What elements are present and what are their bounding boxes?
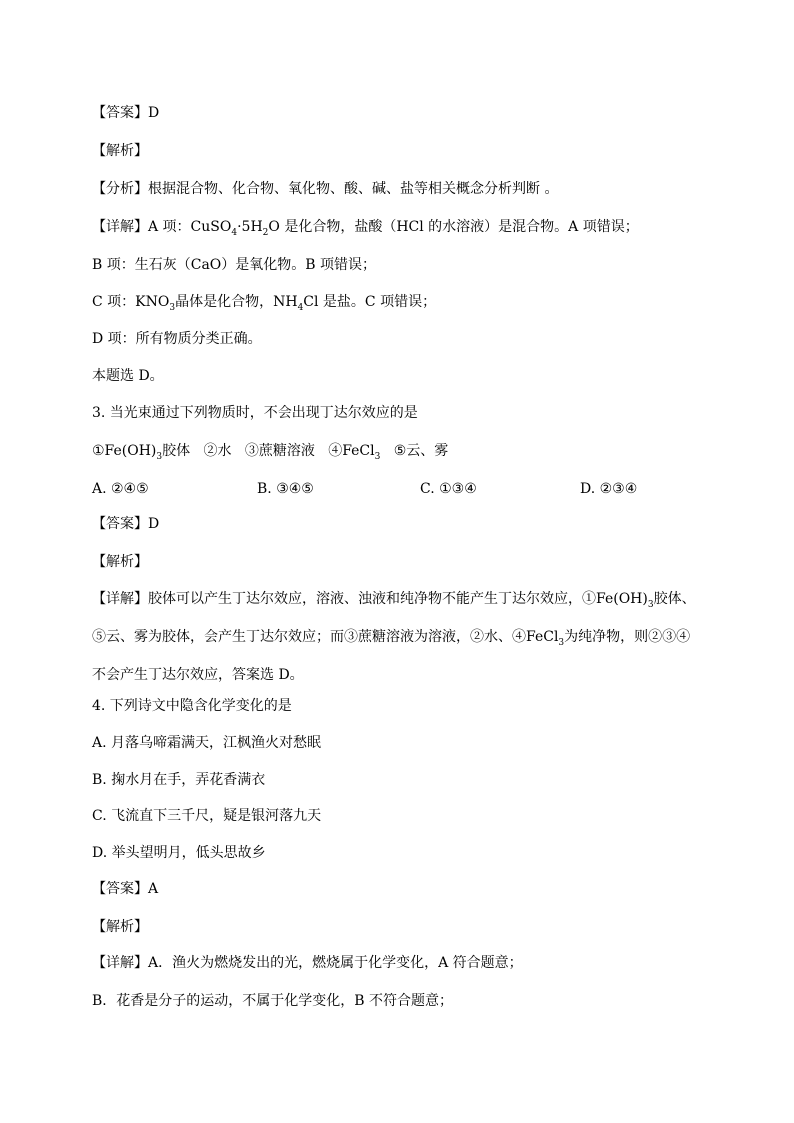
q4-answer: 【答案】A [92, 881, 159, 897]
q3-analysis-header: 【解析】 [92, 554, 148, 570]
q3-option-c: C. ①③④ [420, 481, 477, 497]
q2-detail-a: 【详解】A 项：$CuSO_4\cdot 5H_2O$ 是化合物，盐酸（HCl 的水溶液）是混合物。A 项错误； [92, 219, 639, 238]
q2-detail-c: C 项：$KNO_3$晶体是化合物，$NH_4Cl$ 是盐。C 项错误； [92, 294, 437, 313]
q2-detail-d: D 项：所有物质分类正确。 [92, 331, 262, 347]
q4-detail-b: B．花香是分子的运动，不属于化学变化，B 不符合题意； [92, 993, 454, 1009]
q3-detail: 【详解】胶体可以产生丁达尔效应，溶液、浊液和纯净物不能产生丁达尔效应，$①Fe(OH)_3$胶体、⑤云、雾为胶体，会产生丁达尔效应；而③蔗糖溶液为溶液，②水、④FeCl$_3$为纯净物，则②③④不会产生丁达尔效应，答案选 D。 [92, 591, 696, 683]
q4-option-d: D. 举头望明月，低头思故乡 [92, 845, 266, 861]
q2-detail-b: B 项：生石灰（CaO）是氧化物。B 项错误； [92, 257, 377, 273]
q4-analysis-header: 【解析】 [92, 919, 148, 935]
q3-stem: 3. 当光束通过下列物质时，不会出现丁达尔效应的是 [92, 405, 418, 421]
q4-option-a: A. 月落乌啼霜满天，江枫渔火对愁眠 [92, 735, 322, 751]
q3-option-a: A. ②④⑤ [92, 481, 149, 497]
q2-fenxi: 【分析】根据混合物、化合物、氧化物、酸、碱、盐等相关概念分析判断 。 [92, 181, 559, 197]
q4-stem: 4. 下列诗文中隐含化学变化的是 [92, 698, 292, 714]
q2-answer: 【答案】D [92, 105, 160, 121]
q3-option-d: D. ②③④ [580, 481, 638, 497]
q4-detail-a: 【详解】A．渔火为燃烧发出的光，燃烧属于化学变化，A 符合题意； [92, 955, 523, 971]
q2-analysis-header: 【解析】 [92, 143, 148, 159]
q4-option-c: C. 飞流直下三千尺，疑是银河落九天 [92, 808, 322, 824]
q4-option-b: B. 掬水月在手，弄花香满衣 [92, 772, 266, 788]
q2-conclusion: 本题选 D。 [92, 368, 164, 384]
q3-option-b: B. ③④⑤ [257, 481, 314, 497]
q3-items: $①Fe(OH)_3$胶体 ②水 ③蔗糖溶液 ④FeCl$_3$ ⑤云、雾 [92, 443, 449, 462]
q3-answer: 【答案】D [92, 516, 160, 532]
